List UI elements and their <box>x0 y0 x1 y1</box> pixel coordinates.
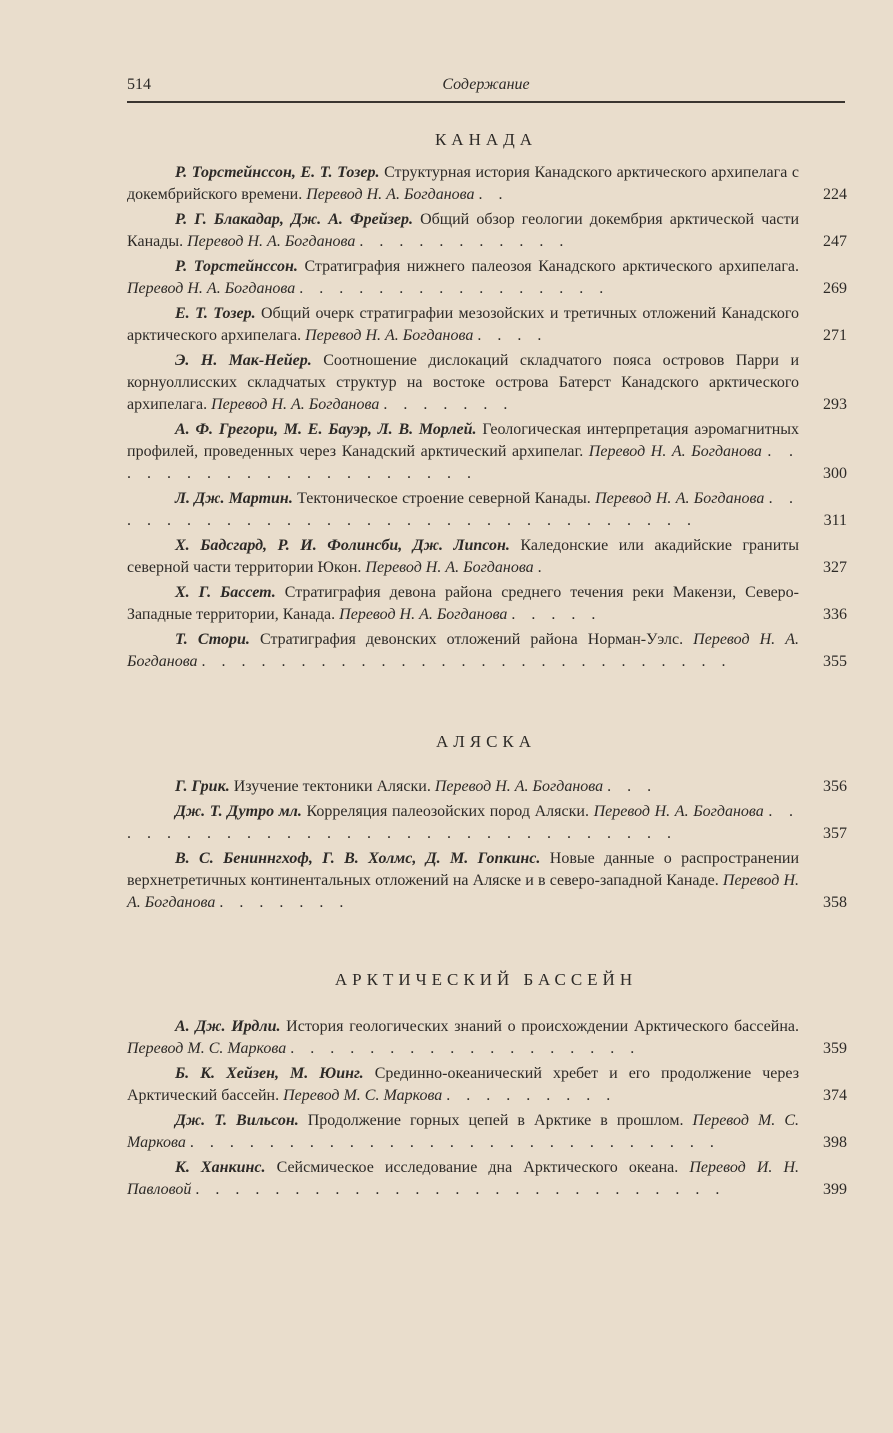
entry-authors: Б. К. Хейзен, М. Юинг. <box>175 1065 364 1082</box>
entry-title: Геологическая интерпретация аэромагнитных профилей, проведенных через Канадский арктический архипелаг. <box>127 421 800 460</box>
toc-entry[interactable] <box>127 848 847 914</box>
dot-leader: . . . . . . . . . . . . . . . . <box>299 280 610 297</box>
entry-authors: Г. Грик. <box>175 778 230 795</box>
entry-authors: Э. Н. Мак-Нейер. <box>175 352 312 369</box>
section-entries-arctic-basin <box>127 1016 847 1204</box>
toc-entry-text <box>127 582 799 626</box>
toc-entry-text <box>127 488 799 532</box>
entry-translator: Перевод М. С. Маркова <box>283 1087 443 1104</box>
entry-title: Структурная история Канадского арктического архипелага с докембрийского времени. <box>127 164 800 203</box>
toc-entry[interactable] <box>127 162 847 206</box>
entry-translator: Перевод Н. А. Богданова <box>306 186 475 203</box>
entry-page-number[interactable]: 327 <box>823 559 847 576</box>
section-title-alaska: АЛЯСКА <box>435 732 537 751</box>
entry-page-number[interactable]: 399 <box>823 1181 847 1198</box>
dot-leader: . . . . . <box>511 606 602 623</box>
toc-entry-text <box>127 535 799 579</box>
entry-translator: Перевод Н. А. Богданова <box>365 559 534 576</box>
entry-page-number[interactable]: 374 <box>823 1087 847 1104</box>
dot-leader: . . . <box>607 778 658 795</box>
entry-authors: Р. Г. Блакадар, Дж. А. Фрейзер. <box>175 211 413 228</box>
dot-leader: . . <box>478 186 509 203</box>
entry-title: Тектоническое строение северной Канады. <box>297 490 591 507</box>
toc-entry-text <box>127 303 799 347</box>
toc-entry-text <box>127 629 799 673</box>
toc-entry[interactable] <box>127 1110 847 1154</box>
entry-page-number[interactable]: 359 <box>823 1040 847 1057</box>
entry-translator: Перевод Н. А. Богданова <box>127 631 800 670</box>
entry-page-number[interactable]: 247 <box>823 233 847 250</box>
section-title-arctic-basin: АРКТИЧЕСКИЙ БАССЕЙН <box>334 970 638 989</box>
toc-entry[interactable] <box>127 1063 847 1107</box>
page-number: 514 <box>127 76 151 93</box>
toc-entry-text <box>127 1110 799 1154</box>
section-entries-canada <box>127 162 847 676</box>
toc-entry-text <box>127 1063 799 1107</box>
toc-entry[interactable] <box>127 488 847 532</box>
toc-entry-text <box>127 776 799 798</box>
entry-title: История геологических знаний о происхождении Арктического бассейна. <box>286 1018 800 1035</box>
entry-page-number[interactable]: 293 <box>823 396 847 413</box>
entry-page-number[interactable]: 224 <box>823 186 847 203</box>
toc-entry[interactable] <box>127 1157 847 1201</box>
toc-entry[interactable] <box>127 801 847 845</box>
section-entries-alaska <box>127 776 847 917</box>
entry-page-number[interactable]: 300 <box>823 465 847 482</box>
entry-title: Сейсмическое исследование дна Арктического океана. <box>276 1159 679 1176</box>
dot-leader: . . . . . . . . . <box>446 1087 617 1104</box>
toc-entry[interactable] <box>127 256 847 300</box>
entry-authors: В. С. Бениннгхоф, Г. В. Холмс, Д. М. Гопкинс. <box>175 850 541 867</box>
entry-translator: Перевод Н. А. Богданова <box>588 443 762 460</box>
dot-leader: . . . . . . . . . . . . . . . . . . . . . . . . . . . <box>201 653 732 670</box>
toc-entry-text <box>127 801 799 845</box>
entry-title: Соотношение дислокаций складчатого пояса островов Парри и корнуоллисских складчатых структур на востоке острова Батерст Канадского арктического архипелага. <box>127 352 800 413</box>
entry-page-number[interactable]: 356 <box>823 778 847 795</box>
entry-title: Срединно-океанический хребет и его продолжение через Арктический бассейн. <box>127 1065 800 1104</box>
header-rule <box>127 101 845 103</box>
toc-entry[interactable] <box>127 776 847 798</box>
entry-page-number[interactable]: 398 <box>823 1134 847 1151</box>
running-title: Содержание <box>442 76 530 93</box>
entry-title: Стратиграфия девона района среднего течения реки Макензи, Северо-Западные территории, Канада. <box>127 584 800 623</box>
entry-translator: Перевод Н. А. Богданова <box>595 490 765 507</box>
entry-translator: Перевод И. Н. Павловой <box>127 1159 800 1198</box>
entry-authors: Т. Стори. <box>175 631 250 648</box>
toc-entry-text <box>127 209 799 253</box>
dot-leader: . <box>537 559 548 576</box>
entry-translator: Перевод Н. А. Богданова <box>339 606 508 623</box>
dot-leader: . . . . . . . . . . . <box>359 233 570 250</box>
entry-translator: Перевод Н. А. Богданова <box>211 396 380 413</box>
toc-entry-text <box>127 848 799 914</box>
entry-authors: А. Ф. Грегори, М. Е. Бауэр, Л. В. Морлей. <box>175 421 477 438</box>
entry-authors: Р. Торстейнссон, Е. Т. Тозер. <box>175 164 380 181</box>
entry-title: Общий очерк стратиграфии мезозойских и третичных отложений Канадского арктического архипелага. <box>127 305 799 344</box>
toc-entry-text <box>127 419 799 485</box>
toc-entry-text <box>127 350 799 416</box>
toc-entry-text <box>127 162 799 206</box>
entry-page-number[interactable]: 355 <box>823 653 847 670</box>
dot-leader: . . . . . . . . . . . . . . . . . . . . . . . . . . . . . . . <box>127 490 799 529</box>
toc-entry[interactable] <box>127 629 847 673</box>
entry-translator: Перевод Н. А. Богданова <box>187 233 356 250</box>
entry-authors: К. Ханкинс. <box>175 1159 266 1176</box>
toc-entry[interactable] <box>127 209 847 253</box>
dot-leader: . . . . . . . . . . . . . . . . . . . . . . . . . . . <box>195 1181 726 1198</box>
dot-leader: . . . . . . . . . . . . . . . . . . . . . . . . . . . . . . <box>127 803 800 842</box>
toc-entry[interactable] <box>127 582 847 626</box>
entry-translator: Перевод Н. А. Богданова <box>127 280 296 297</box>
toc-entry[interactable] <box>127 350 847 416</box>
running-header <box>127 74 845 96</box>
section-title-canada: КАНАДА <box>434 130 538 149</box>
entry-authors: Л. Дж. Мартин. <box>175 490 293 507</box>
entry-title: Корреляция палеозойских пород Аляски. <box>306 803 589 820</box>
entry-translator: Перевод Н. А. Богданова <box>593 803 764 820</box>
entry-page-number[interactable]: 357 <box>823 825 847 842</box>
entry-translator: Перевод М. С. Маркова <box>127 1040 287 1057</box>
dot-leader: . . . . . . . . . . . . . . . . . . . . . . . . . . . <box>189 1134 720 1151</box>
entry-authors: Х. Г. Бассет. <box>175 584 276 601</box>
toc-entry[interactable] <box>127 303 847 347</box>
entry-authors: А. Дж. Ирдли. <box>175 1018 281 1035</box>
entry-title: Изучение тектоники Аляски. <box>233 778 431 795</box>
entry-authors: Х. Бадсгард, Р. И. Фолинсби, Дж. Липсон. <box>175 537 510 554</box>
toc-entry[interactable] <box>127 419 847 485</box>
toc-entry[interactable] <box>127 1016 847 1060</box>
entry-translator: Перевод Н. А. Богданова <box>127 872 800 911</box>
toc-entry-text <box>127 1157 799 1201</box>
entry-page-number[interactable]: 311 <box>823 512 847 529</box>
entry-authors: Р. Торстейнссон. <box>175 258 298 275</box>
entry-page-number[interactable]: 269 <box>823 280 847 297</box>
entry-page-number[interactable]: 271 <box>823 327 847 344</box>
entry-title: Стратиграфия нижнего палеозоя Канадского арктического архипелага. <box>304 258 800 275</box>
toc-entry-text <box>127 1016 799 1060</box>
entry-title: Продолжение горных цепей в Арктике в прошлом. <box>307 1112 684 1129</box>
entry-translator: Перевод Н. А. Богданова <box>305 327 474 344</box>
entry-page-number[interactable]: 358 <box>823 894 847 911</box>
dot-leader: . . . . . . . <box>219 894 350 911</box>
entry-authors: Дж. Т. Вильсон. <box>175 1112 299 1129</box>
entry-authors: Дж. Т. Дутро мл. <box>175 803 302 820</box>
dot-leader: . . . . . . . . . . . . . . . . . . . . <box>127 443 800 482</box>
dot-leader: . . . . <box>477 327 548 344</box>
entry-title: Каледонские или акадийские граниты северной части территории Юкон. <box>127 537 800 576</box>
entry-translator: Перевод Н. А. Богданова <box>434 778 604 795</box>
entry-title: Новые данные о распространении верхнетретичных континентальных отложений на Аляске и в северо-западной Канаде. <box>127 850 800 889</box>
toc-entry[interactable] <box>127 535 847 579</box>
entry-authors: Е. Т. Тозер. <box>175 305 256 322</box>
entry-title: Общий обзор геологии докембрия арктической части Канады. <box>127 211 800 250</box>
entry-page-number[interactable]: 336 <box>823 606 847 623</box>
dot-leader: . . . . . . . <box>383 396 514 413</box>
entry-title: Стратиграфия девонских отложений района Норман-Уэлс. <box>259 631 684 648</box>
dot-leader: . . . . . . . . . . . . . . . . . . <box>290 1040 641 1057</box>
toc-entry-text <box>127 256 799 300</box>
entry-translator: Перевод М. С. Маркова <box>127 1112 800 1151</box>
